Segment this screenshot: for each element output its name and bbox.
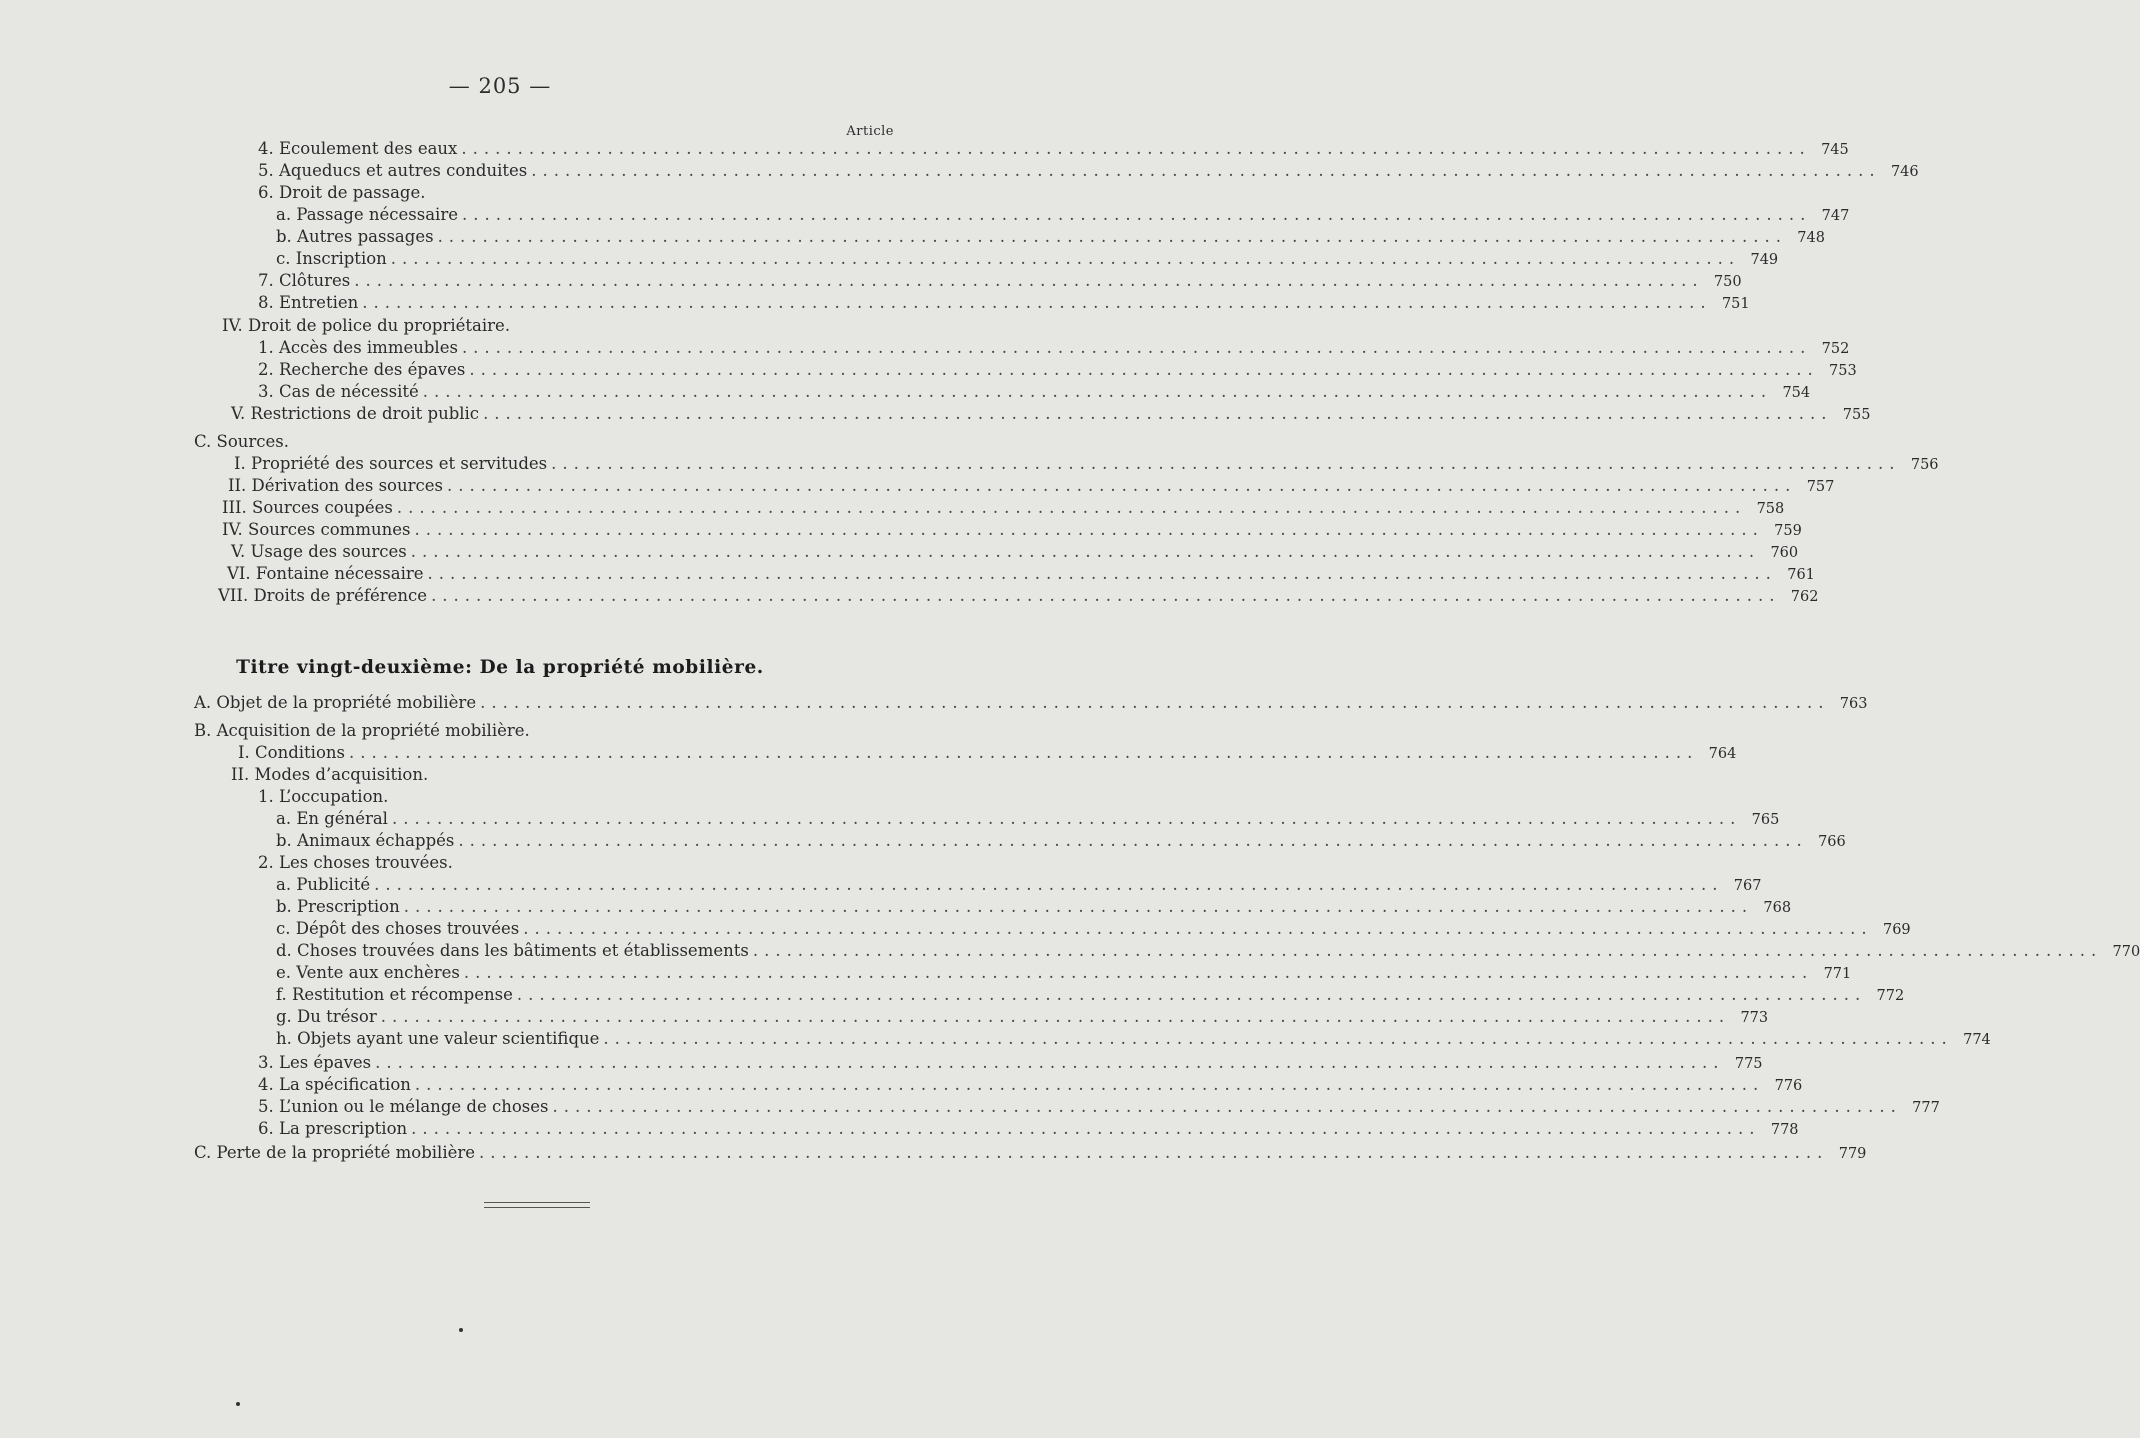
toc-entry-title: b. Autres passages [276,227,434,246]
article-number: 772 [1876,988,1905,1004]
dot-leader: ........................................................................................................................ [480,693,1830,712]
article-number: 756 [1910,457,1939,473]
toc-entry [276,248,1779,270]
dot-leader: ........................................................................................................................ [427,564,1777,583]
toc-entry-title: d. Choses trouvées dans les bâtiments et établissements [276,941,749,960]
toc-entry-title: c. Inscription [276,249,387,268]
toc-entry [222,519,1802,541]
article-number: 747 [1821,208,1850,224]
dot-leader: ........................................................................................................................ [463,963,1814,982]
toc-entry [258,292,1750,314]
dot-leader: ........................................................................................................................ [752,941,2103,960]
article-number: 745 [1821,142,1849,158]
toc-entry-title: h. Objets ayant une valeur scientifique [276,1029,600,1048]
toc-entry [276,226,1825,248]
toc-entry [231,764,880,786]
article-number: 779 [1838,1146,1867,1162]
toc-entry-title: B. Acquisition de la propriété mobilière. [194,721,530,740]
toc-entry-title: 3. Les épaves [258,1053,372,1072]
toc-entry-title: 6. La prescription [258,1119,408,1138]
toc-entry [194,431,880,453]
toc-entry-title: I. Propriété des sources et servitudes [234,454,548,473]
toc-entry-title: f. Restitution et récompense [276,985,513,1004]
toc-entry [258,359,1857,381]
toc-entry [222,497,1785,519]
dot-leader: ........................................................................................................................ [461,205,1812,224]
dot-leader: ........................................................................................................................ [348,743,1699,762]
toc-entry [258,138,1849,160]
article-number: 764 [1708,746,1737,762]
toc-entry [218,585,1819,607]
page-number: — 205 — [448,74,552,98]
closing-rule-top [484,1202,590,1203]
dot-leader: ........................................................................................................................ [551,454,1901,473]
toc-entry [258,160,1919,182]
toc-entry-title: 4. Ecoulement des eaux [258,139,458,158]
dot-leader: ........................................................................................................................ [458,831,1808,850]
article-number: 750 [1713,274,1742,290]
article-number: 778 [1770,1122,1799,1138]
toc-entry-title: I. Conditions [238,743,345,762]
article-number: 765 [1751,812,1780,828]
dot-leader: ........................................................................................................................ [374,875,1724,894]
toc-entry [276,940,2140,962]
dot-leader: ........................................................................................................................ [461,338,1812,357]
toc-entry [276,984,1905,1006]
toc-entry [231,541,1799,563]
toc-entry-title: 7. Clôtures [258,271,351,290]
article-number: 753 [1829,363,1857,379]
dot-leader: ........................................................................................................................ [479,1143,1829,1162]
toc-entry-title: 1. L’occupation. [258,787,389,806]
article-number: 777 [1912,1100,1940,1116]
toc-entry [276,874,1762,896]
toc-entry [231,403,1871,425]
dot-leader: ........................................................................................................................ [431,586,1781,605]
dot-leader: ........................................................................................................................ [603,1029,1953,1048]
article-number: 766 [1818,834,1846,850]
article-number: 775 [1734,1056,1763,1072]
article-number: 773 [1740,1010,1769,1026]
toc-entry [276,204,1850,226]
toc-entry [227,563,1815,585]
article-number: 768 [1763,900,1792,916]
toc-entry [238,742,1737,764]
toc-entry [258,852,880,874]
article-number: 759 [1774,523,1802,539]
article-number: 755 [1842,407,1871,423]
dot-leader: ........................................................................................................................ [469,360,1819,379]
article-number: 767 [1733,878,1762,894]
article-number: 771 [1823,966,1852,982]
article-number: 776 [1774,1078,1803,1094]
toc-entry [258,1118,1799,1140]
toc-entry [258,1074,1803,1096]
article-number: 774 [1963,1032,1991,1048]
dot-leader: ........................................................................................................................ [422,382,1773,401]
toc-entry [194,1142,1867,1164]
toc-entry-title: IV. Droit de police du propriétaire. [222,316,511,335]
article-number: 749 [1750,252,1779,268]
toc-entry [276,918,1911,940]
dot-leader: ........................................................................................................................ [403,897,1754,916]
toc-entry [194,720,880,742]
article-number: 746 [1890,164,1919,180]
toc-entry-title: C. Sources. [194,432,289,451]
article-number: 760 [1770,545,1799,561]
article-number: 761 [1787,567,1815,583]
dot-leader: ........................................................................................................................ [446,476,1797,495]
toc-entry-title: 8. Entretien [258,293,359,312]
toc-entry [194,692,1868,714]
toc-entry [258,786,880,808]
toc-entry [276,962,1852,984]
toc-entry-title: c. Dépôt des choses trouvées [276,919,520,938]
toc-entry-title: a. Publicité [276,875,371,894]
article-number: 748 [1797,230,1825,246]
dot-leader: ........................................................................................................................ [390,249,1741,268]
dot-leader: ........................................................................................................................ [380,1007,1731,1026]
dot-leader: ........................................................................................................................ [516,985,1867,1004]
article-number: 762 [1790,589,1819,605]
toc-entry-title: VII. Droits de préférence [218,586,428,605]
toc-entry-title: a. Passage nécessaire [276,205,458,224]
toc-entry-title: V. Usage des sources [231,542,407,561]
toc-entry-title: 1. Accès des immeubles [258,338,458,357]
toc-entry [276,830,1846,852]
toc-entry-title: 4. La spécification [258,1075,411,1094]
closing-rule-bottom [484,1207,590,1208]
toc-entry-title: A. Objet de la propriété mobilière [194,693,477,712]
toc-entry [258,1052,1763,1074]
toc-entry-title: 6. Droit de passage. [258,183,426,202]
dot-leader: ........................................................................................................................ [410,542,1761,561]
dot-leader: ........................................................................................................................ [437,227,1787,246]
toc-entry-title: V. Restrictions de droit public [231,404,480,423]
article-number: 770 [2112,944,2140,960]
toc-entry [276,1006,1769,1028]
toc-entry-title: II. Dérivation des sources [228,476,443,495]
article-number: 763 [1839,696,1868,712]
article-number: 757 [1806,479,1835,495]
dot-leader: ........................................................................................................................ [354,271,1704,290]
dot-leader: ........................................................................................................................ [523,919,1873,938]
article-number: 758 [1756,501,1785,517]
dot-leader: ........................................................................................................................ [483,404,1833,423]
toc-entry [222,315,880,337]
article-number: 751 [1721,296,1750,312]
ink-speck [236,1402,240,1406]
toc-entry-title: 5. Aqueducs et autres conduites [258,161,528,180]
toc-entry-title: 5. L’union ou le mélange de choses [258,1097,549,1116]
toc-entry [228,475,1835,497]
dot-leader: ........................................................................................................................ [411,1119,1761,1138]
article-number: 754 [1782,385,1811,401]
dot-leader: ........................................................................................................................ [396,498,1747,517]
article-number: 769 [1882,922,1911,938]
toc-entry-title: a. En général [276,809,388,828]
toc-entry [258,381,1811,403]
toc-entry [276,808,1780,830]
toc-entry-title: VI. Fontaine nécessaire [227,564,424,583]
toc-entry [234,453,1939,475]
toc-entry-title: g. Du trésor [276,1007,377,1026]
toc-entry-title: II. Modes d’acquisition. [231,765,429,784]
dot-leader: ........................................................................................................................ [375,1053,1725,1072]
dot-leader: ........................................................................................................................ [414,520,1764,539]
toc-entry [276,896,1792,918]
toc-entry-title: III. Sources coupées [222,498,393,517]
dot-leader: ........................................................................................................................ [391,809,1742,828]
toc-entry [258,182,880,204]
article-number: 752 [1821,341,1850,357]
toc-entry [276,1028,1991,1050]
toc-entry-title: C. Perte de la propriété mobilière [194,1143,476,1162]
section-title: Titre vingt-deuxième: De la propriété mobilière. [236,657,764,678]
toc-entry [258,270,1742,292]
toc-entry-title: 3. Cas de nécessité [258,382,419,401]
toc-entry-title: 2. Recherche des épaves [258,360,466,379]
toc-entry-title: e. Vente aux enchères [276,963,460,982]
dot-leader: ........................................................................................................................ [552,1097,1902,1116]
dot-leader: ........................................................................................................................ [461,139,1811,158]
toc-entry-title: b. Animaux échappés [276,831,455,850]
toc-entry [258,1096,1940,1118]
article-column-header: Article [846,124,894,139]
toc-entry [258,337,1850,359]
toc-entry-title: b. Prescription [276,897,400,916]
dot-leader: ........................................................................................................................ [531,161,1881,180]
toc-entry-title: 2. Les choses trouvées. [258,853,453,872]
dot-leader: ........................................................................................................................ [414,1075,1765,1094]
ink-speck [459,1328,463,1332]
toc-entry-title: IV. Sources communes [222,520,411,539]
dot-leader: ........................................................................................................................ [362,293,1712,312]
